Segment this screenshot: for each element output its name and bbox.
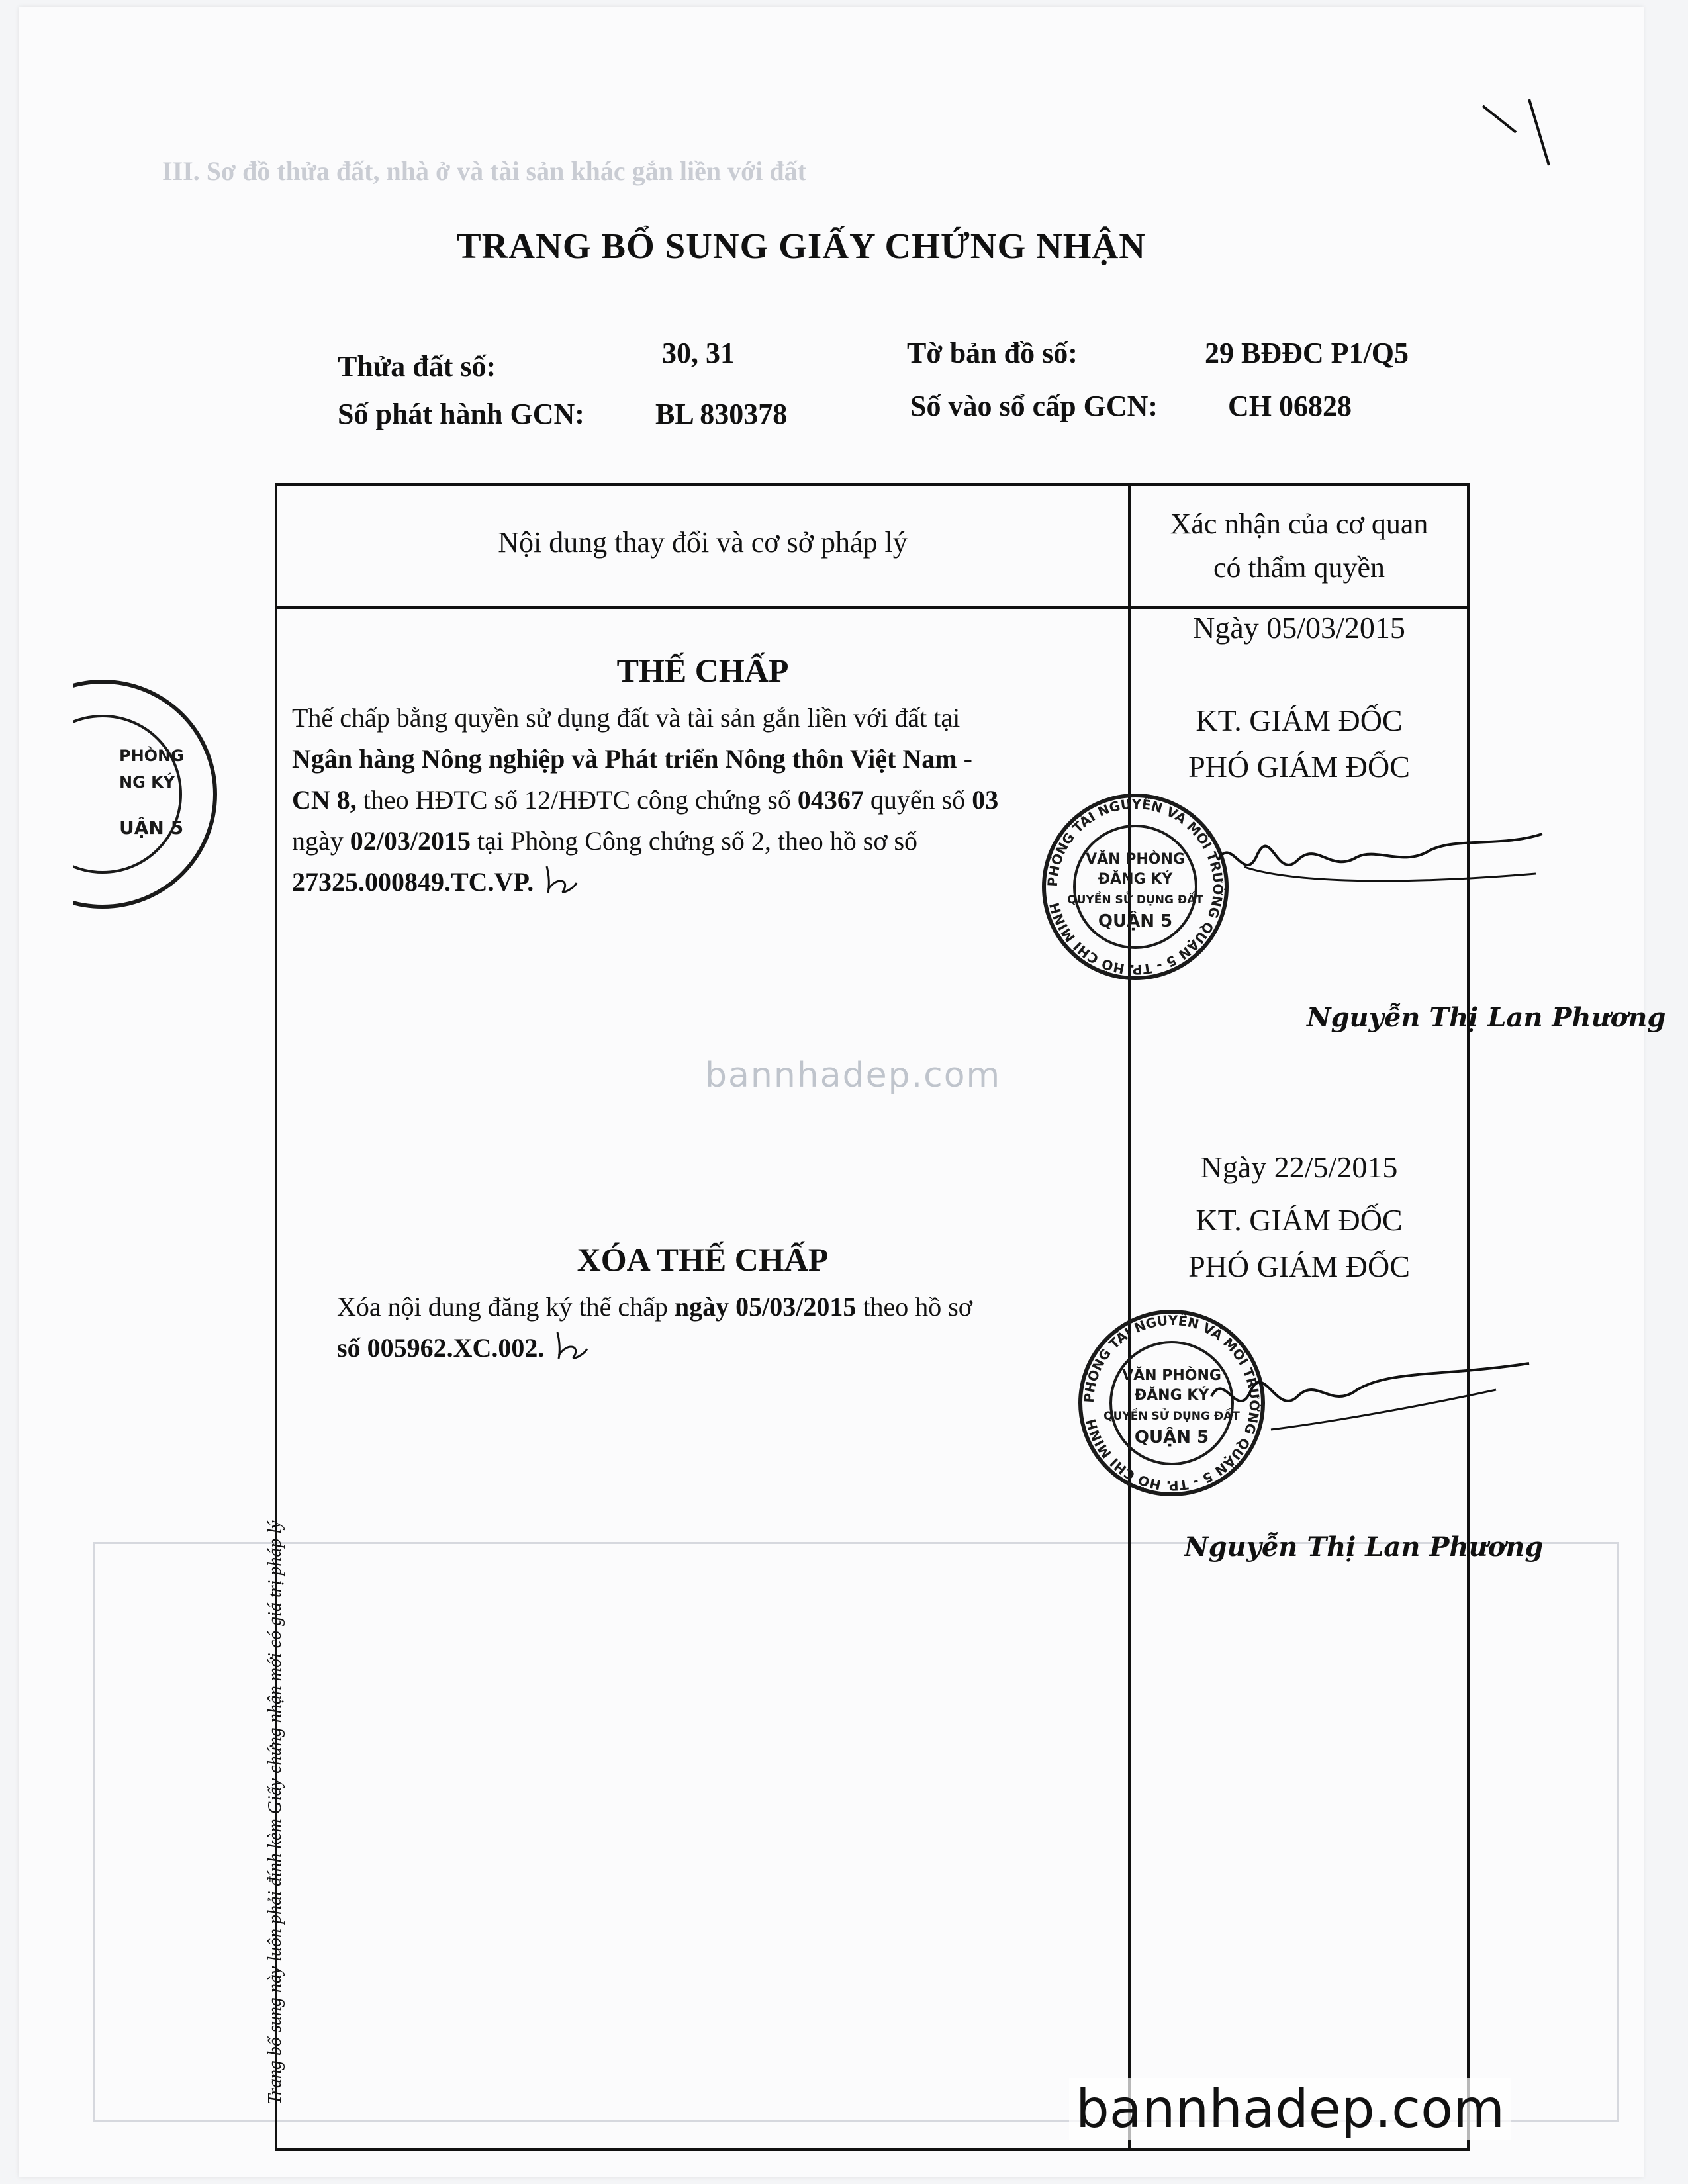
release-confirm-position xyxy=(1131,1197,1467,1290)
release-line-2: số 005962.XC.002. xyxy=(337,1328,1125,1369)
bleed-through-text: III. Sơ đồ thửa đất, nhà ở và tài sản khác gắn liền với đất xyxy=(162,156,806,186)
svg-text:NG KÝ: NG KÝ xyxy=(119,773,175,792)
mortgage-line-1: Thế chấp bằng quyền sử dụng đất và tài sản gắn liền với đất tại xyxy=(292,703,961,733)
release-position-1: KT. GIÁM ĐỐC xyxy=(1196,1203,1403,1237)
initials-mark-icon xyxy=(540,863,580,896)
svg-text:QUẬN 5: QUẬN 5 xyxy=(1134,1428,1209,1447)
official-stamp-partial xyxy=(73,668,225,920)
header-authority-column xyxy=(1131,502,1467,590)
svg-text:UẬN 5: UẬN 5 xyxy=(119,817,184,839)
release-signer-name: Nguyễn Thị Lan Phương xyxy=(1184,1531,1544,1563)
parcel-label: Thửa đất số: xyxy=(338,350,496,383)
release-line-1: Xóa nội dung đăng ký thế chấp ngày 05/03/2015 theo hồ sơ xyxy=(337,1292,972,1322)
register-number-label: Số vào sổ cấp GCN: xyxy=(910,390,1158,422)
svg-text:PHÒNG TÀI NGUYÊN VÀ MÔI TRƯỜNG: PHÒNG TÀI NGUYÊN VÀ MÔI TRƯỜNG QUẬN 5 - TP. HỒ CHÍ MINH xyxy=(1044,796,1227,978)
issue-number-value: BL 830378 xyxy=(655,398,788,430)
svg-text:PHÒNG TÀI NGUYÊN VÀ MÔI TRƯỜNG: PHÒNG TÀI NGUYÊN VÀ MÔI TRƯỜNG QUẬN 5 - TP. HỒ CHÍ MINH xyxy=(1080,1312,1263,1494)
map-sheet-label: Tờ bản đồ số: xyxy=(907,337,1078,369)
mortgage-line-2: Ngân hàng Nông nghiệp và Phát triển Nông thôn Việt Nam - xyxy=(292,744,972,774)
mortgage-confirm-date: Ngày 05/03/2015 xyxy=(1193,611,1405,645)
header-content-column: Nội dung thay đổi và cơ sở pháp lý xyxy=(498,526,908,559)
watermark-center: bannhadep.com xyxy=(705,1056,1002,1095)
mortgage-position-2: PHÓ GIÁM ĐỐC xyxy=(1188,750,1410,784)
header-authority-line2: có thẩm quyền xyxy=(1213,551,1385,584)
mortgage-signer-name: Nguyễn Thị Lan Phương xyxy=(1307,1002,1666,1033)
svg-text:ĐĂNG KÝ: ĐĂNG KÝ xyxy=(1098,871,1173,887)
mortgage-title: THẾ CHẤP xyxy=(616,652,789,689)
mortgage-line-5: 27325.000849.TC.VP. xyxy=(292,862,1119,903)
release-title: XÓA THẾ CHẤP xyxy=(577,1241,829,1278)
vertical-legal-note: Trang bổ sung này luôn phải đính kèm Giấy chứng nhận mới có giá trị pháp lý xyxy=(265,1520,285,2105)
signature-release xyxy=(1192,1350,1536,1482)
svg-text:QUYỀN SỬ DỤNG ĐẤT: QUYỀN SỬ DỤNG ĐẤT xyxy=(1103,1410,1240,1423)
header-authority-line1: Xác nhận của cơ quan xyxy=(1170,508,1429,540)
map-sheet-value: 29 BĐĐC P1/Q5 xyxy=(1205,337,1409,369)
mortgage-line-4: ngày 02/03/2015 tại Phòng Công chứng số 2, theo hồ sơ số xyxy=(292,826,918,856)
release-description xyxy=(337,1287,1125,1369)
svg-text:ĐĂNG KÝ: ĐĂNG KÝ xyxy=(1134,1387,1209,1404)
parcel-value: 30, 31 xyxy=(662,337,735,369)
mortgage-line-3: CN 8, theo HĐTC số 12/HĐTC công chứng số 04367 quyển số 03 xyxy=(292,785,999,815)
issue-number-label: Số phát hành GCN: xyxy=(338,398,585,430)
svg-text:QUẬN 5: QUẬN 5 xyxy=(1098,911,1173,931)
official-stamp-mortgage xyxy=(1039,791,1231,983)
page-title: TRANG BỔ SUNG GIẤY CHỨNG NHẬN xyxy=(457,226,1146,266)
mortgage-description xyxy=(292,698,1119,903)
svg-text:PHÒNG: PHÒNG xyxy=(119,747,184,765)
corner-mark xyxy=(1476,86,1562,179)
initials-mark-icon xyxy=(551,1329,590,1362)
release-position-2: PHÓ GIÁM ĐỐC xyxy=(1188,1250,1410,1283)
svg-text:VĂN PHÒNG: VĂN PHÒNG xyxy=(1122,1367,1221,1384)
mortgage-confirm-position xyxy=(1131,698,1467,790)
svg-text:QUYỀN SỬ DỤNG ĐẤT: QUYỀN SỬ DỤNG ĐẤT xyxy=(1067,893,1203,907)
changes-table xyxy=(275,483,1666,2151)
release-confirm-date: Ngày 22/5/2015 xyxy=(1200,1150,1398,1184)
watermark-corner: bannhadep.com xyxy=(1069,2078,1511,2140)
svg-text:VĂN PHÒNG: VĂN PHÒNG xyxy=(1086,851,1185,868)
mortgage-position-1: KT. GIÁM ĐỐC xyxy=(1196,704,1403,737)
signature-mortgage xyxy=(1205,821,1549,920)
register-number-value: CH 06828 xyxy=(1228,390,1352,422)
